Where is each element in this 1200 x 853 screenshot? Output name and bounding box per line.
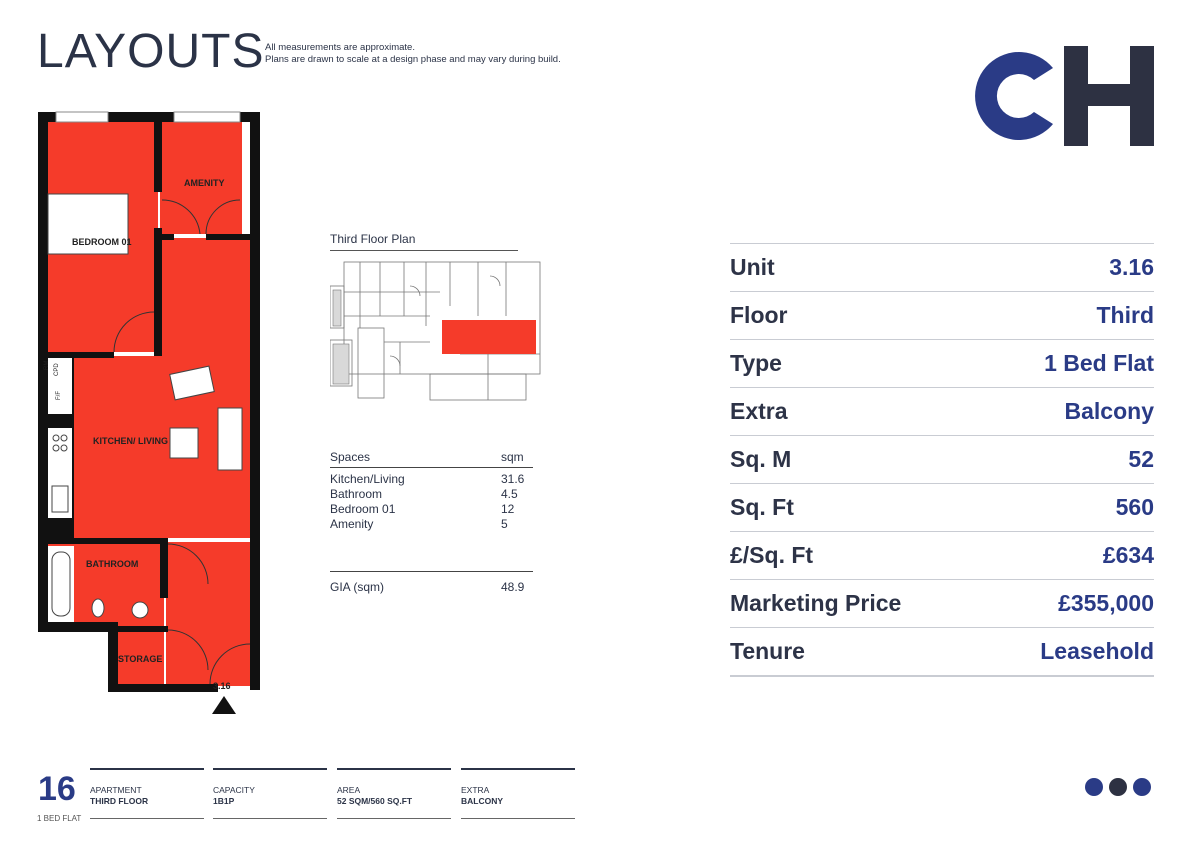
info-value: BALCONY — [461, 796, 504, 806]
fixture-label-rm: RM — [44, 360, 50, 370]
spaces-table — [330, 450, 533, 532]
info-block-area — [337, 768, 451, 819]
spec-row-marketing-price — [730, 580, 1154, 628]
spec-value: 560 — [1115, 494, 1154, 520]
unit-marker: 3.16 — [213, 681, 231, 691]
room-label-kitchen-living: KITCHEN/ LIVING — [93, 436, 169, 446]
spec-label: Extra — [730, 398, 788, 424]
spec-label: Type — [730, 350, 782, 376]
info-block-extra — [461, 768, 575, 819]
fixture-label-ff: F/F — [56, 391, 62, 400]
disclaimer — [265, 42, 561, 66]
room-label-storage: STORAGE — [118, 654, 163, 664]
spec-label: Marketing Price — [730, 590, 902, 616]
table-row — [330, 487, 533, 502]
room-label-amenity: AMENITY — [184, 178, 225, 188]
info-value: 52 SQM/560 SQ.FT — [337, 796, 413, 806]
table-row — [330, 502, 533, 517]
table-row — [330, 472, 533, 487]
space-name: Bedroom 01 — [330, 502, 396, 516]
spec-row-tenure — [730, 628, 1154, 677]
gia-label: GIA (sqm) — [330, 580, 385, 594]
ch-logo — [958, 40, 1158, 152]
spec-label: Sq. M — [730, 446, 792, 472]
spec-value: £355,000 — [1058, 590, 1154, 616]
spec-value: 1 Bed Flat — [1044, 350, 1154, 376]
spaces-table-header — [330, 450, 533, 468]
info-block-apartment — [90, 768, 204, 819]
apartment-floor-plan — [34, 108, 266, 720]
spec-row-price-per-sqft — [730, 532, 1154, 580]
space-value: 12 — [501, 502, 515, 516]
spec-value: Balcony — [1064, 398, 1154, 424]
table-row — [330, 517, 533, 532]
info-label: CAPACITY — [213, 785, 255, 795]
info-value: 1B1P — [213, 796, 235, 806]
gia-value: 48.9 — [501, 580, 525, 594]
key-plan-diagram — [330, 256, 542, 404]
page-title: LAYOUTS — [37, 25, 265, 78]
spec-value: Leasehold — [1040, 638, 1154, 664]
spec-value: £634 — [1102, 542, 1154, 568]
spaces-header-label: Spaces — [330, 450, 371, 464]
spec-row-floor — [730, 292, 1154, 340]
spec-row-unit — [730, 244, 1154, 292]
key-plan-rule — [330, 250, 518, 251]
spec-row-type — [730, 340, 1154, 388]
disclaimer-line-2: Plans are drawn to scale at a design phase and may vary during build. — [265, 54, 561, 65]
spec-value: 3.16 — [1109, 254, 1154, 280]
disclaimer-line-1: All measurements are approximate. — [265, 42, 415, 53]
key-plan-title: Third Floor Plan — [330, 232, 416, 246]
info-label: EXTRA — [461, 785, 490, 795]
spec-label: Floor — [730, 302, 788, 328]
space-name: Kitchen/Living — [330, 472, 405, 486]
unit-type-caption: 1 BED FLAT — [37, 814, 82, 823]
spec-value: Third — [1096, 302, 1154, 328]
space-name: Amenity — [330, 517, 374, 531]
spec-label: £/Sq. Ft — [730, 542, 814, 568]
spec-label: Sq. Ft — [730, 494, 794, 520]
gia-rule — [330, 571, 533, 572]
dot-3 — [1133, 778, 1151, 796]
room-label-bathroom: BATHROOM — [86, 559, 139, 569]
spaces-header-unit: sqm — [501, 450, 524, 464]
space-name: Bathroom — [330, 487, 383, 501]
pagination-dots — [1085, 778, 1151, 796]
space-value: 31.6 — [501, 472, 525, 486]
page-number: 16 — [38, 770, 76, 808]
spec-row-sqm — [730, 436, 1154, 484]
space-value: 5 — [501, 517, 508, 531]
spec-label: Tenure — [730, 638, 805, 664]
info-label: APARTMENT — [90, 785, 142, 795]
space-value: 4.5 — [501, 487, 518, 501]
gia-row — [330, 580, 533, 594]
spec-label: Unit — [730, 254, 775, 280]
spec-row-extra — [730, 388, 1154, 436]
specs-list — [730, 243, 1154, 677]
fixture-label-cpd: CPD — [54, 363, 60, 376]
dot-2 — [1109, 778, 1127, 796]
info-label: AREA — [337, 785, 361, 795]
info-value: THIRD FLOOR — [90, 796, 149, 806]
room-label-bedroom: BEDROOM 01 — [72, 237, 132, 247]
info-block-capacity — [213, 768, 327, 819]
dot-1 — [1085, 778, 1103, 796]
spec-value: 52 — [1128, 446, 1154, 472]
spec-row-sqft — [730, 484, 1154, 532]
